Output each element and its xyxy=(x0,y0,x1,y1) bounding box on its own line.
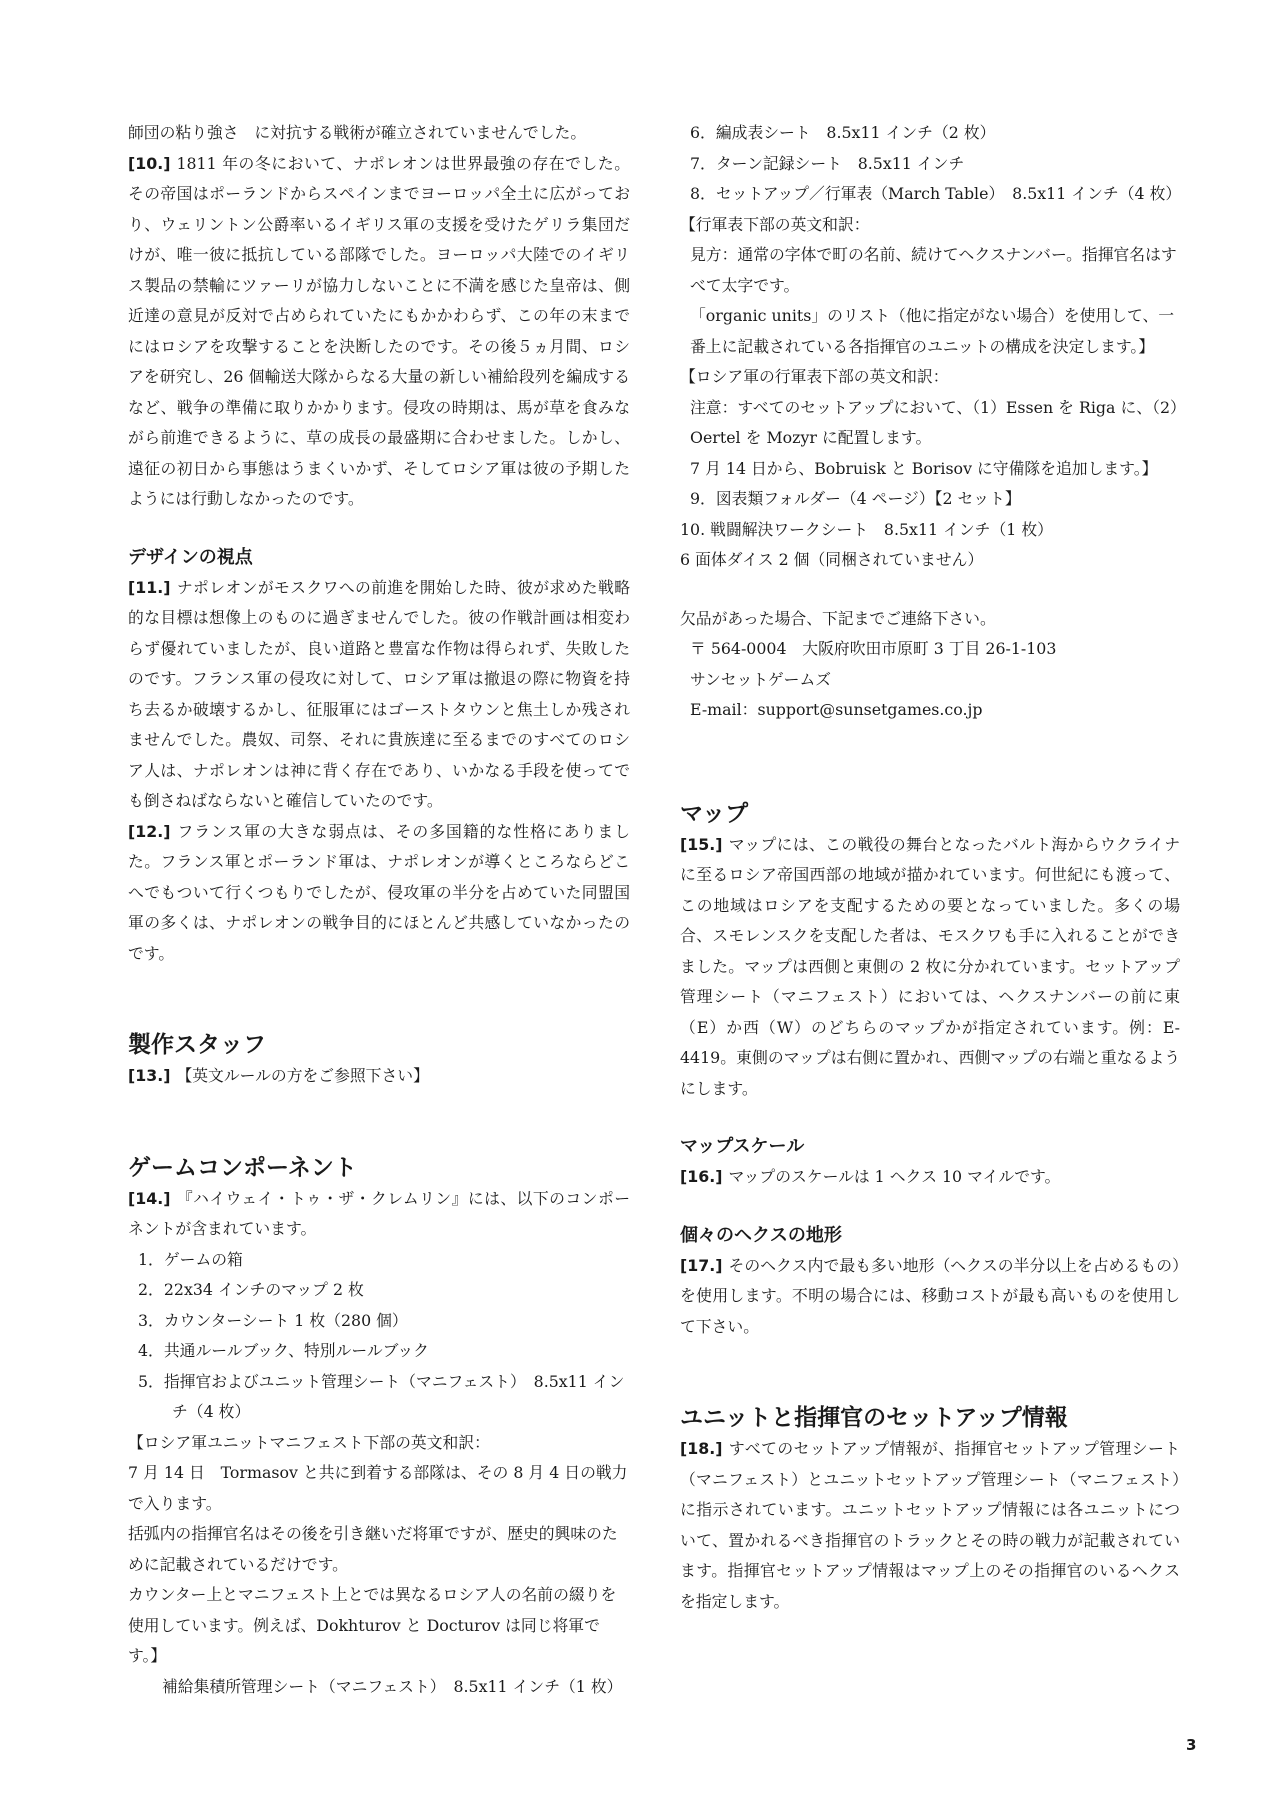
march-note-line: 【ロシア軍の行軍表下部の英文和訳： xyxy=(680,367,949,386)
rule-text: そのヘクス内で最も多い地形（ヘクスの半分以上を占めるもの）を使用します。不明の場合には、移動コストが最も高いものを使用して下さい。 xyxy=(680,1255,1180,1336)
component-item: 8．セットアップ／行軍表（March Table） 8.5x11 インチ（4 枚） xyxy=(690,184,1182,203)
contact-intro: 欠品があった場合、下記までご連絡下さい。 xyxy=(680,608,996,628)
rule-ref: [17.] xyxy=(680,1255,723,1275)
rule-text: ナポレオンがモスクワへの前進を開始した時、彼が求めた戦略的な目標は想像上のものに過ぎませんでした。彼の作戦計画は相変わらず優れていましたが、良い道路と豊富な作物は得られず、失敗したのです。フランス軍の侵攻に対して、ロシア軍は撤退の際に物資を持ち去るか破壊するかし、征服軍にはゴーストタウンと焦土しか残されませんでした。農奴、司祭、それに貴族達に至るまでのすべてのロシア人は、ナポレオンは神に背く存在であり、いかなる手段を使ってでも倒さねばならないと確信していたのです。 xyxy=(128,577,630,810)
terrain-heading: 個々のヘクスの地形 xyxy=(680,1224,842,1246)
map-heading: マップ xyxy=(680,800,749,827)
rule-ref: [12.] xyxy=(128,821,171,841)
component-item: 10. 戦闘解決ワークシート 8.5x11 インチ（1 枚） xyxy=(680,519,1053,539)
rule-15 xyxy=(680,830,1180,1105)
russian-note-line: 括弧内の指揮官名はその後を引き継いだ将軍ですが、歴史的興味のために記載されているだけです。 xyxy=(128,1524,618,1574)
rule-text: すべてのセットアップ情報が、指揮官セットアップ管理シート（マニフェスト）とユニットセットアップ管理シート（マニフェスト）に指示されています。ユニットセットアップ情報には各ユニットについて、置かれるべき指揮官のトラックとその時の戦力が記載されています。指揮官セットアップ情報はマップ上のその指揮官のいるヘクスを指定します。 xyxy=(680,1439,1180,1611)
component-item: 9．図表類フォルダー（4 ページ）【2 セット】 xyxy=(690,489,1021,508)
rule-text: マップには、この戦役の舞台となったバルト海からウクライナに至るロシア帝国西部の地域が描かれています。何世紀にも渡って、この地域はロシアを支配するための要となっていました。多くの場合、スモレンスクを支配した者は、モスクワも手に入れることができました。マップは西側と東側の 2 枚に分かれています。セットアップ管理シート（マニフェスト）においては、ヘクスナンバーの前に東（E）か西（W）のどちらのマップかが指定されています。例：E-4419。東側のマップは右側に置かれ、西側マップの右端と重なるようにします。 xyxy=(680,834,1180,1098)
setup-heading: ユニットと指揮官のセットアップ情報 xyxy=(680,1405,1068,1431)
component-item: 5．指揮官およびユニット管理シート（マニフェスト） 8.5x11 インチ（4 枚） xyxy=(138,1371,625,1421)
rule-ref: [10.] xyxy=(128,153,171,173)
russian-note-line: 【ロシア軍ユニットマニフェスト下部の英文和訳： xyxy=(128,1432,490,1452)
rule-ref: [14.] xyxy=(128,1188,171,1208)
rule-11 xyxy=(128,573,630,817)
march-note-line: 見方：通常の字体で町の名前、続けてヘクスナンバー。指揮官名はすべて太字です。 xyxy=(690,245,1177,295)
component-item: 1．ゲームの箱 xyxy=(138,1249,243,1269)
rule-text: フランス軍の大きな弱点は、その多国籍的な性格にありました。フランス軍とポーランド軍は、ナポレオンが導くところならどこへでもついて行くつもりでしたが、侵攻軍の半分を占めていた同盟国軍の多くは、ナポレオンの戦争目的にほとんど共感していなかったのです。 xyxy=(128,821,630,963)
component-item: 2．22x34 インチのマップ 2 枚 xyxy=(138,1280,364,1299)
rule-ref: [11.] xyxy=(128,577,171,597)
component-item: 4．共通ルールブック、特別ルールブック xyxy=(138,1341,429,1360)
rule-18 xyxy=(680,1434,1180,1617)
scale-heading: マップスケール xyxy=(680,1136,805,1157)
rule-text: 1811 年の冬において、ナポレオンは世界最強の存在でした。その帝国はポーランドからスペインまでヨーロッパ全土に広がっており、ウェリントン公爵率いるイギリス軍の支援を受けたゲリラ集団だけが、唯一彼に抵抗している部隊でした。ヨーロッパ大陸でのイギリス製品の禁輸にツァーリが協力しないことに不満を感じた皇帝は、側近達の意見が反対で占められていたにもかかわらず、この年の末までにはロシアを攻撃することを決断したのです。その後５ヵ月間、ロシアを研究し、26 個輸送大隊からなる大量の新しい補給段列を編成するなど、戦争の準備に取りかかります。侵攻の時期は、馬が草を食みながら前進できるように、草の成長の最盛期に合わせました。しかし、遠征の初日から事態はうまくいかず、そしてロシア軍は彼の予期したようには行動しなかったのです。 xyxy=(128,153,630,508)
rule-ref: [13.] xyxy=(128,1066,171,1085)
russian-note-line: 7 月 14 日 Tormasov と共に到着する部隊は、その 8 月 4 日の戦力で入ります。 xyxy=(128,1463,628,1513)
march-note-line: 7 月 14 日から、Bobruisk と Borisov に守備隊を追加します。】 xyxy=(690,458,1158,478)
rule-text: 『ハイウェイ・トゥ・ザ・クレムリン』には、以下のコンポーネントが含まれています。 xyxy=(128,1188,630,1238)
rule-16 xyxy=(680,1162,1180,1193)
contact-address: 〒 564-0004 大阪府吹田市原町 3 丁目 26-1-103 xyxy=(690,639,1057,658)
component-item: 6 面体ダイス 2 個（同梱されていません） xyxy=(680,550,984,569)
left-column xyxy=(128,118,630,1702)
rule-ref: [15.] xyxy=(680,834,723,854)
rule-ref: [18.] xyxy=(680,1439,723,1458)
russian-note-line: カウンター上とマニフェスト上とでは異なるロシア人の名前の綴りを使用しています。例えば、Dokhturov と Docturov は同じ将軍です。】 xyxy=(128,1585,617,1665)
march-note-line: 「organic units」のリスト（他に指定がない場合）を使用して、一番上に記載されている各指揮官のユニットの構成を決定します。】 xyxy=(690,306,1175,356)
rule-text: マップのスケールは 1 ヘクス 10 マイルです。 xyxy=(728,1167,1061,1186)
rule-12 xyxy=(128,817,630,970)
rule-10 xyxy=(128,149,630,515)
right-column xyxy=(680,118,1180,1617)
design-heading: デザインの視点 xyxy=(128,546,253,568)
staff-heading: 製作スタッフ xyxy=(128,1032,266,1058)
rule-text: 【英文ルールの方をご参照下さい】 xyxy=(176,1066,429,1085)
intro-tail: 師団の粘り強さ に対抗する戦術が確立されていませんでした。 xyxy=(128,123,587,142)
contact-company: サンセットゲームズ xyxy=(690,669,832,689)
supply-sheet-item: 補給集積所管理シート（マニフェスト） 8.5x11 インチ（1 枚） xyxy=(162,1676,623,1696)
component-item: 7．ターン記録シート 8.5x11 インチ xyxy=(690,153,965,173)
components-heading: ゲームコンポーネント xyxy=(128,1154,357,1181)
march-note-line: 【行軍表下部の英文和訳： xyxy=(680,214,870,234)
component-item: 6．編成表シート 8.5x11 インチ（2 枚） xyxy=(690,123,996,142)
march-note-line: 注意：すべてのセットアップにおいて、（1）Essen を Riga に、（2）Oertel を Mozyr に配置します。 xyxy=(690,397,1178,447)
component-item: 3．カウンターシート 1 枚（280 個） xyxy=(138,1310,408,1330)
page-number: 3 xyxy=(1186,1736,1197,1754)
contact-email: E-mail：support@sunsetgames.co.jp xyxy=(690,700,983,719)
rule-14 xyxy=(128,1184,630,1245)
rule-17 xyxy=(680,1251,1180,1343)
rule-ref: [16.] xyxy=(680,1167,723,1186)
rule-13 xyxy=(128,1061,630,1092)
